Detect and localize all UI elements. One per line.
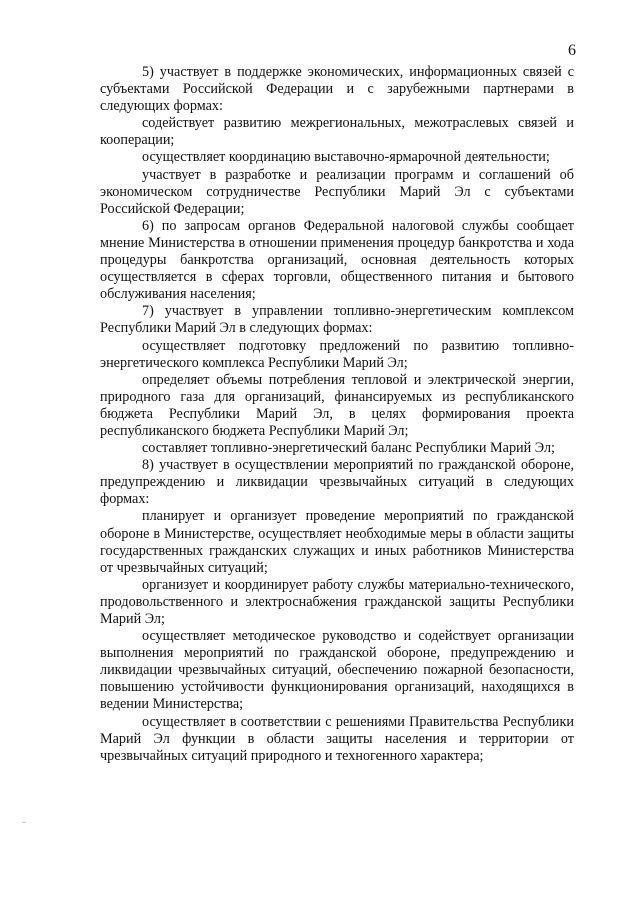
scan-speck xyxy=(22,822,26,823)
paragraph-item-8: 8) участвует в осуществлении мероприятий по гражданской обороне, предупреждению и ликвидации чрезвычайных ситуаций в следующих формах: xyxy=(100,457,574,508)
paragraph-logistics-service: организует и координирует работу службы материально-технического, продовольственного и электроснабжения гражданской защиты Республики Марий Эл; xyxy=(100,576,574,627)
paragraph-item-6: 6) по запросам органов Федеральной налоговой службы сообщает мнение Министерства в отношении применения процедур банкротства и хода процедуры банкротства организаций, основная деятельность которых осуществляется в сферах торговли, общественного питания и бытового обслуживания населения; xyxy=(100,217,574,303)
paragraph-civil-defense-planning: планирует и организует проведение мероприятий по гражданской обороне в Министерстве, осуществляет необходимые меры в области защиты государственных гражданских служащих и иных работников Министерства от чрезвычайных ситуаций; xyxy=(100,508,574,576)
paragraph-programs: участвует в разработке и реализации программ и соглашений об экономическом сотрудничестве Республики Марий Эл с субъектами Российской Федерации; xyxy=(100,166,574,217)
paragraph-methodical-guidance: осуществляет методическое руководство и содействует организации выполнения мероприятий по гражданской обороне, предупреждению и ликвидации чрезвычайных ситуаций, обеспечению пожарной безопасности, повышению устойчивости функционирования организаций, находящихся в ведении Министерства; xyxy=(100,628,574,713)
paragraph-item-5: 5) участвует в поддержке экономических, информационных связей с субъектами Российской Федерации и с зарубежными партнерами в следующих формах: xyxy=(100,64,574,115)
paragraph-cooperation: содействует развитию межрегиональных, межотраслевых связей и кооперации; xyxy=(100,115,574,149)
paragraph-exhibitions: осуществляет координацию выставочно-ярмарочной деятельности; xyxy=(142,149,550,166)
paragraph-energy-volumes: определяет объемы потребления тепловой и электрической энергии, природного газа для организаций, финансируемых из республиканского бюджета Республики Марий Эл, в целях формирования проекта республиканского бюджета Республики Марий Эл; xyxy=(100,371,574,439)
page-number: 6 xyxy=(568,42,576,59)
paragraph-government-functions: осуществляет в соответствии с решениями Правительства Республики Марий Эл функции в области защиты населения и территории от чрезвычайных ситуаций природного и техногенного характера; xyxy=(100,713,574,764)
document-body xyxy=(100,64,574,765)
paragraph-energy-balance: составляет топливно-энергетический баланс Республики Марий Эл; xyxy=(142,440,555,457)
paragraph-item-7: 7) участвует в управлении топливно-энергетическим комплексом Республики Марий Эл в следующих формах: xyxy=(100,303,574,337)
paragraph-energy-proposals: осуществляет подготовку предложений по развитию топливно-энергетического комплекса Республики Марий Эл; xyxy=(100,337,574,371)
